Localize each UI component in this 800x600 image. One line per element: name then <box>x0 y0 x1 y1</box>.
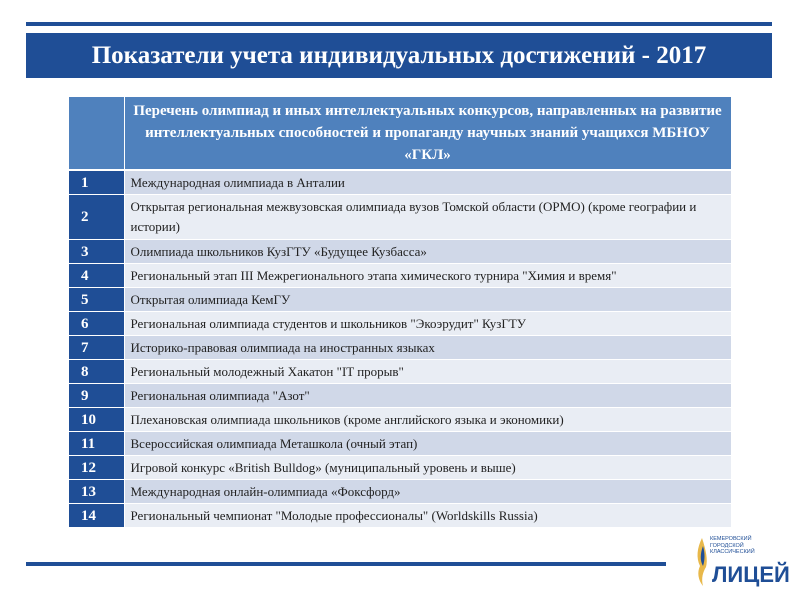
table-row <box>69 384 731 408</box>
row-number: 12 <box>69 456 124 480</box>
table-row <box>69 408 731 432</box>
row-number: 6 <box>69 312 124 336</box>
bottom-divider <box>26 562 666 566</box>
table-row <box>69 288 731 312</box>
title-bar <box>26 33 772 78</box>
olympiad-name: Региональный этап III Межрегионального этапа химического турнира "Химия и время" <box>124 264 731 288</box>
olympiad-name: Открытая олимпиада КемГУ <box>124 288 731 312</box>
olympiad-table <box>69 97 732 528</box>
table-row <box>69 170 731 195</box>
row-number: 5 <box>69 288 124 312</box>
olympiad-name: Региональный молодежный Хакатон "IT прорыв" <box>124 360 731 384</box>
table-row <box>69 360 731 384</box>
top-divider <box>26 22 772 26</box>
row-number: 10 <box>69 408 124 432</box>
table-row <box>69 480 731 504</box>
olympiad-name: Всероссийская олимпиада Меташкола (очный этап) <box>124 432 731 456</box>
table-row <box>69 195 731 240</box>
table-row <box>69 504 731 528</box>
olympiad-name: Региональная олимпиада студентов и школьников "Экоэрудит" КузГТУ <box>124 312 731 336</box>
row-number: 11 <box>69 432 124 456</box>
table-row <box>69 456 731 480</box>
row-number: 2 <box>69 195 124 240</box>
row-number: 4 <box>69 264 124 288</box>
flame-icon <box>694 536 710 588</box>
olympiad-name: Плехановская олимпиада школьников (кроме английского языка и экономики) <box>124 408 731 432</box>
olympiad-name: Олимпиада школьников КузГТУ «Будущее Кузбасса» <box>124 240 731 264</box>
table-row <box>69 432 731 456</box>
olympiad-name: Региональный чемпионат "Молодые профессионалы" (Worldskills Russia) <box>124 504 731 528</box>
row-number: 8 <box>69 360 124 384</box>
olympiad-name: Открытая региональная межвузовская олимпиада вузов Томской области (ОРМО) (кроме географии и истории) <box>124 195 731 240</box>
olympiad-name: Региональная олимпиада "Азот" <box>124 384 731 408</box>
olympiad-name: Международная онлайн-олимпиада «Фоксфорд» <box>124 480 731 504</box>
olympiad-table-container <box>69 97 731 528</box>
olympiad-name: Историко-правовая олимпиада на иностранных языках <box>124 336 731 360</box>
row-number: 1 <box>69 170 124 195</box>
row-number: 14 <box>69 504 124 528</box>
table-row <box>69 264 731 288</box>
table-row <box>69 240 731 264</box>
olympiad-name: Международная олимпиада в Анталии <box>124 170 731 195</box>
olympiad-name: Игровой конкурс «British Bulldog» (муниципальный уровень и выше) <box>124 456 731 480</box>
slide-title: Показатели учета индивидуальных достижений - 2017 <box>91 41 707 69</box>
row-number: 7 <box>69 336 124 360</box>
table-header: Перечень олимпиад и иных интеллектуальных конкурсов, направленных на развитие интеллектуальных способностей и пропаганду научных знаний учащихся МБНОУ «ГКЛ» <box>124 97 731 170</box>
lyceum-logo <box>694 532 790 590</box>
table-header-row <box>69 97 731 170</box>
row-number: 13 <box>69 480 124 504</box>
table-row <box>69 312 731 336</box>
logo-subtitle: КЕМЕРОВСКИЙ ГОРОДСКОЙ КЛАССИЧЕСКИЙ <box>710 536 755 555</box>
table-row <box>69 336 731 360</box>
number-column-header <box>69 97 124 170</box>
row-number: 3 <box>69 240 124 264</box>
row-number: 9 <box>69 384 124 408</box>
logo-title: ЛИЦЕЙ <box>712 562 790 587</box>
